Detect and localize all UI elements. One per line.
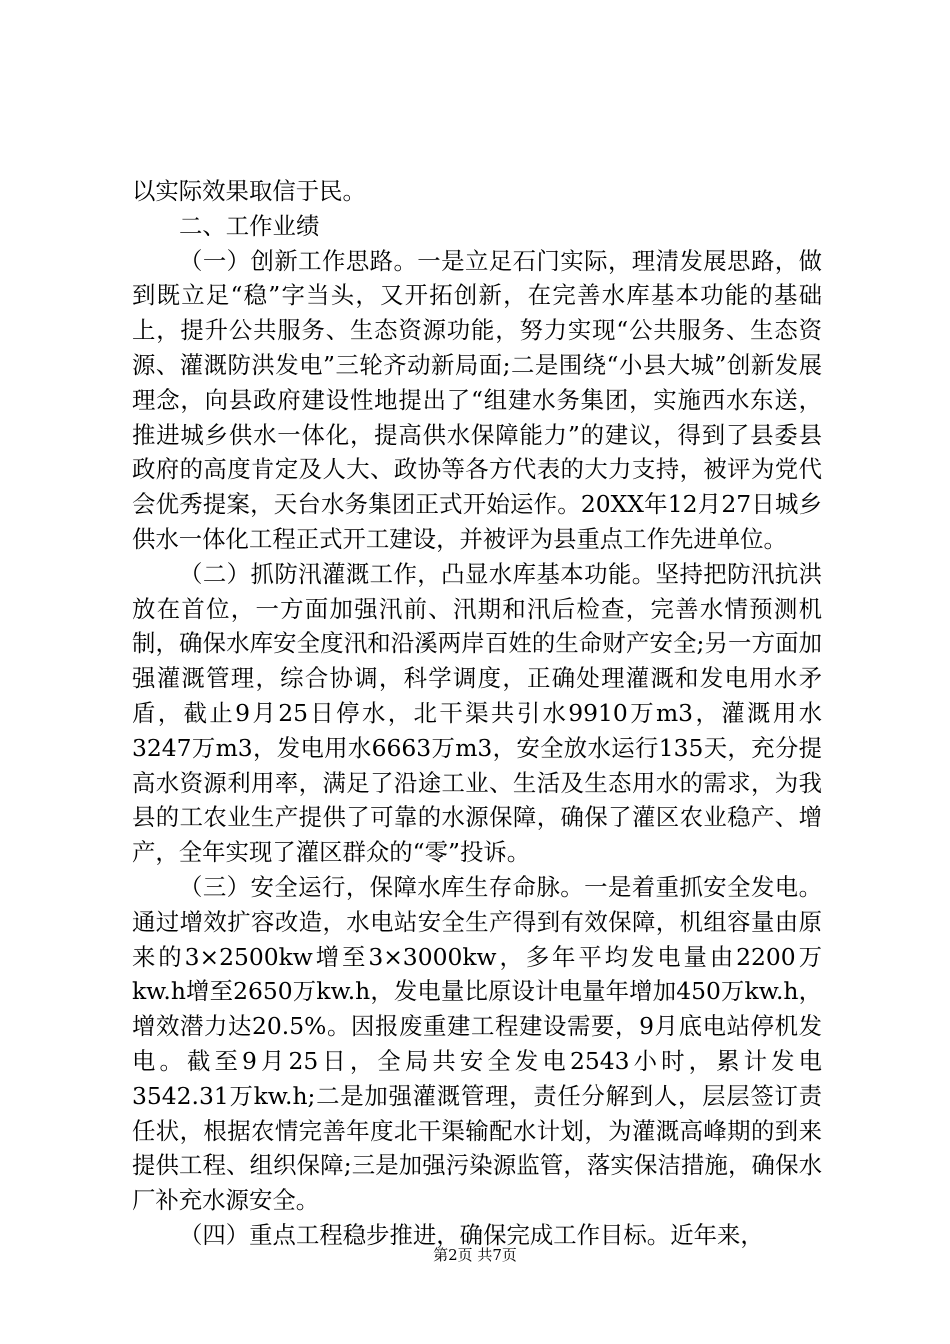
section-heading-work-achievements: 二、工作业绩 (179, 211, 320, 240)
paragraph-safe-operation: （三）安全运行，保障水库生存命脉。一是着重抓安全发电。通过增效扩容改造，水电站安全生产得到有效保障，机组容量由原来的3×2500kw增至3×3000kw，多年平均发电量由2200万kw.h增至2650万kw.h，发电量比原设计电量年增加450万kw.h，增效潜力达20.5%。因报废重建工程建设需要，9月底电站停机发电。截至9月25日，全局共安全发电2543小时，累计发电3542.31万kw.h;二是加强灌溉管理，责任分解到人，层层签订责任状，根据农情完善年度北干渠输配水计划，为灌溉高峰期的到来提供工程、组织保障;三是加强污染源监管，落实保洁措施，确保水厂补充水源安全。 (132, 872, 822, 1215)
paragraph-key-projects: （四）重点工程稳步推进，确保完成工作目标。近年来， (179, 1220, 764, 1249)
page-footer (0, 1245, 950, 1265)
paragraph-innovation: （一）创新工作思路。一是立足石门实际，理清发展思路，做到既立足“稳”字当头，又开拓创新，在完善水库基本功能的基础上，提升公共服务、生态资源功能，努力实现“公共服务、生态资源、灌溉防洪发电”三轮齐动新局面;二是围绕“小县大城”创新发展理念，向县政府建设性地提出了“组建水务集团，实施西水东送，推进城乡供水一体化，提高供水保障能力”的建议，得到了县委县政府的高度肯定及人大、政协等各方代表的大力支持，被评为党代会优秀提案，天台水务集团正式开始运作。20XX年12月27日城乡供水一体化工程正式开工建设，并被评为县重点工作先进单位。 (132, 246, 822, 553)
paragraph-flood-irrigation: （二）抓防汛灌溉工作，凸显水库基本功能。坚持把防汛抗洪放在首位，一方面加强汛前、汛期和汛后检查，完善水情预测机制，确保水库安全度汛和沿溪两岸百姓的生命财产安全;另一方面加强灌溉管理，综合协调，科学调度，正确处理灌溉和发电用水矛盾，截止9月25日停水，北干渠共引水9910万m3，灌溉用水3247万m3，发电用水6663万m3，安全放水运行135天，充分提高水资源利用率，满足了沿途工业、生活及生态用水的需求，为我县的工农业生产提供了可靠的水源保障，确保了灌区农业稳产、增产，全年实现了灌区群众的“零”投诉。 (132, 559, 822, 867)
paragraph-continuation: 以实际效果取信于民。 (132, 177, 366, 205)
page-number: 第2页 共7页 (433, 1246, 517, 1264)
document-body (132, 174, 822, 1253)
